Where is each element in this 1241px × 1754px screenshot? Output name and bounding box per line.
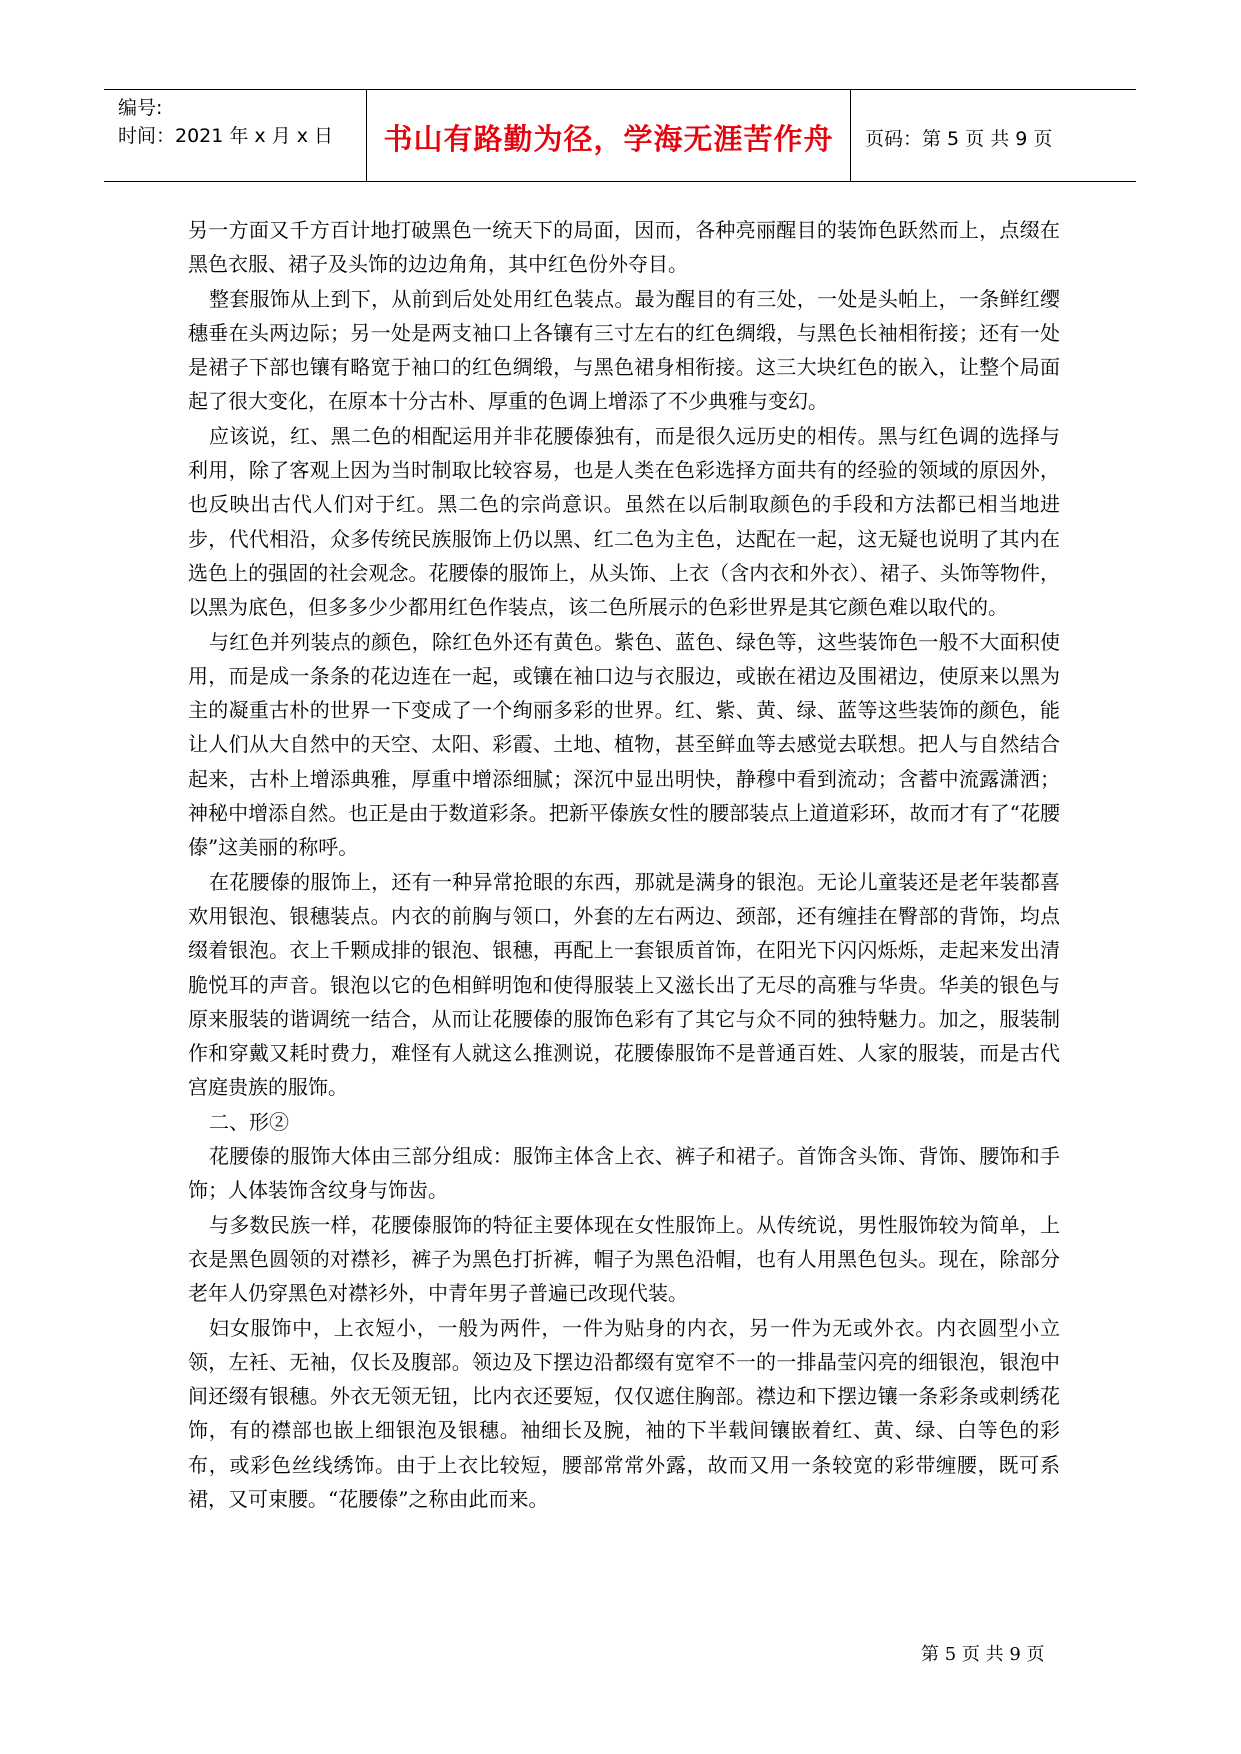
paragraph: 应该说，红、黑二色的相配运用并非花腰傣独有，而是很久远历史的相传。黑与红色调的选择与利用，除了客观上因为当时制取比较容易，也是人类在色彩选择方面共有的经验的领域的原因外，也反映出古代人们对于红。黑二色的宗尚意识。虽然在以后制取颜色的手段和方法都已相当地进步，代代相沿，众多传统民族服饰上仍以黑、红二色为主色，达配在一起，这无疑也说明了其内在选色上的强固的社会观念。花腰傣的服饰上，从头饰、上衣（含内衣和外衣）、裙子、头饰等物件，以黑为底色，但多多少少都用红色作装点，该二色所展示的色彩世界是其它颜色难以取代的。: [188, 423, 1060, 620]
header-motto-cell: [367, 90, 851, 181]
header-motto: 书山有路勤为径，学海无涯苦作舟: [383, 122, 834, 156]
paragraph: 另一方面又千方百计地打破黑色一统天下的局面，因而，各种亮丽醒目的装饰色跃然而上，点缀在黑色衣服、裙子及头饰的边边角角，其中红色份外夺目。: [188, 218, 1060, 277]
header-meta-cell: [104, 90, 367, 181]
header-page-cell: [851, 90, 1136, 181]
paragraph: 与多数民族一样，花腰傣服饰的特征主要体现在女性服饰上。从传统说，男性服饰较为简单，上衣是黑色圆领的对襟衫，裤子为黑色打折裤，帽子为黑色沿帽，也有人用黑色包头。现在，除部分老年人仍穿黑色对襟衫外，中青年男子普遍已改现代装。: [188, 1212, 1060, 1306]
document-body: [188, 213, 1060, 1516]
section-heading: 二、形②: [209, 1109, 289, 1134]
paragraph: 与红色并列装点的颜色，除红色外还有黄色。紫色、蓝色、绿色等，这些装饰色一般不大面积使用，而是成一条条的花边连在一起，或镶在袖口边与衣服边，或嵌在裙边及围裙边，使原来以黑为主的凝重古朴的世界一下变成了一个绚丽多彩的世界。红、紫、黄、绿、蓝等这些装饰的颜色，能让人们从大自然中的天空、太阳、彩霞、土地、植物，甚至鲜血等去感觉去联想。把人与自然结合起来，古朴上增添典雅，厚重中增添细腻；深沉中显出明快，静穆中看到流动；含蓄中流露潇洒；神秘中增添自然。也正是由于数道彩条。把新平傣族女性的腰部装点上道道彩环，故而才有了“花腰傣”这美丽的称呼。: [188, 629, 1060, 860]
paragraph: 在花腰傣的服饰上，还有一种异常抢眼的东西，那就是满身的银泡。无论儿童装还是老年装都喜欢用银泡、银穗装点。内衣的前胸与领口，外套的左右两边、颈部，还有缠挂在臀部的背饰，均点缀着银泡。衣上千颗成排的银泡、银穗，再配上一套银质首饰，在阳光下闪闪烁烁，走起来发出清脆悦耳的声音。银泡以它的色相鲜明饱和使得服装上又滋长出了无尽的高雅与华贵。华美的银色与原来服装的谐调统一结合，从而让花腰傣的服饰色彩有了其它与众不同的独特魅力。加之，服装制作和穿戴又耗时费力，难怪有人就这么推测说，花腰傣服饰不是普通百姓、人家的服装，而是古代宫庭贵族的服饰。: [188, 869, 1060, 1100]
paragraph: 整套服饰从上到下，从前到后处处用红色装点。最为醒目的有三处，一处是头帕上，一条鲜红缨穗垂在头两边际；另一处是两支袖口上各镶有三寸左右的红色绸缎，与黑色长袖相衔接；还有一处是裙子下部也镶有略宽于袖口的红色绸缎，与黑色裙身相衔接。这三大块红色的嵌入，让整个局面起了很大变化，在原本十分古朴、厚重的色调上增添了不少典雅与变幻。: [188, 286, 1060, 414]
page-footer: 第 5 页 共 9 页: [921, 1644, 1045, 1665]
document-time-label: 时间：2021 年 x 月 x 日: [118, 125, 334, 147]
header-table: [104, 89, 1136, 182]
header-page-code: 页码：第 5 页 共 9 页: [865, 128, 1053, 150]
paragraph: 妇女服饰中，上衣短小，一般为两件，一件为贴身的内衣，另一件为无或外衣。内衣圆型小立领，左衽、无袖，仅长及腹部。领边及下摆边沿都缀有宽窄不一的一排晶莹闪亮的细银泡，银泡中间还缀有银穗。外衣无领无钮，比内衣还要短，仅仅遮住胸部。襟边和下摆边镶一条彩条或刺绣花饰，有的襟部也嵌上细银泡及银穗。袖细长及腕，袖的下半载间镶嵌着红、黄、绿、白等色的彩布，或彩色丝线绣饰。由于上衣比较短，腰部常常外露，故而又用一条较宽的彩带缠腰，既可系裙，又可束腰。“花腰傣”之称由此而来。: [188, 1315, 1060, 1511]
paragraph: 花腰傣的服饰大体由三部分组成：服饰主体含上衣、裤子和裙子。首饰含头饰、背饰、腰饰和手饰；人体装饰含纹身与饰齿。: [188, 1144, 1060, 1203]
document-number-label: 编号:: [118, 97, 163, 119]
